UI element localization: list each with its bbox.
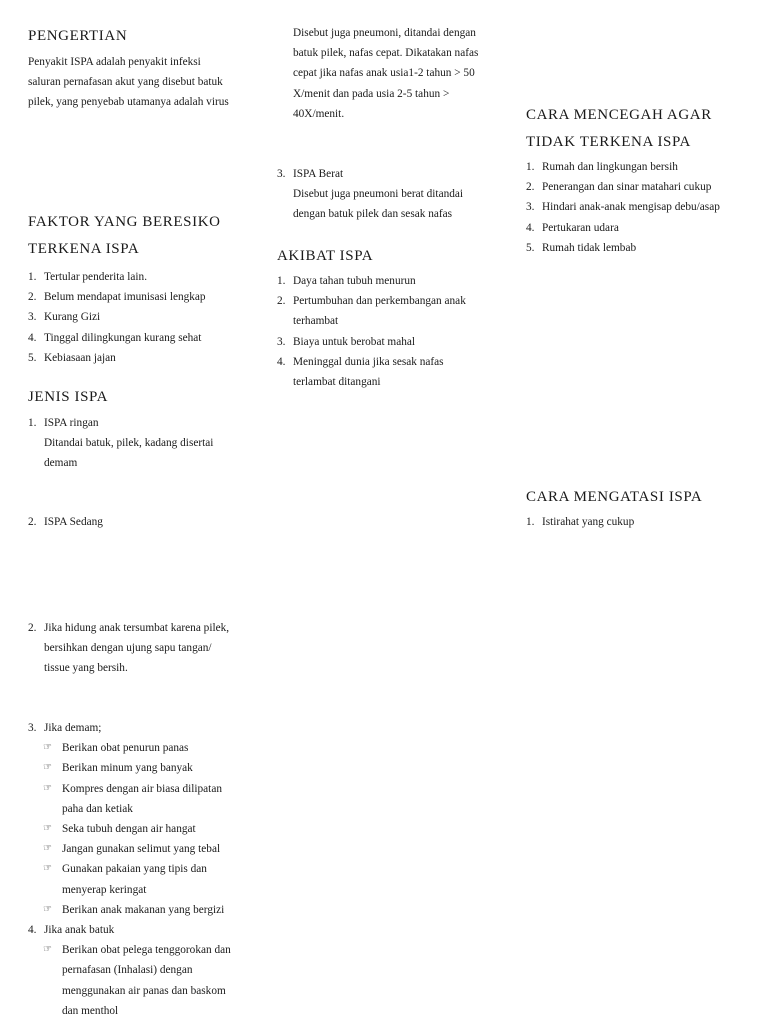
list-item	[277, 352, 502, 372]
list-item	[277, 164, 502, 184]
list-item	[28, 267, 253, 287]
list-text: Pertukaran udara	[542, 221, 619, 234]
pointing-hand-icon: ☞	[43, 944, 52, 956]
list-text: Pertumbuhan dan perkembangan anak	[293, 295, 466, 308]
heading-pengertian: PENGERTIAN	[28, 28, 128, 44]
list-number: 5.	[28, 351, 37, 364]
heading-faktor-line2: TERKENA ISPA	[28, 241, 140, 257]
desc-line: X/menit dan pada usia 2-5 tahun >	[293, 87, 450, 100]
list-text: Belum mendapat imunisasi lengkap	[44, 291, 206, 304]
jenis-item-sedang	[28, 512, 253, 532]
bullet-item	[28, 981, 253, 1001]
list-number: 5.	[526, 241, 535, 254]
list-text: Jika anak batuk	[44, 924, 115, 937]
list-text: Jika hidung anak tersumbat karena pilek,	[44, 622, 230, 634]
heading-faktor-line1: FAKTOR YANG BERESIKO	[28, 214, 221, 230]
list-number: 1.	[526, 161, 535, 173]
list-desc: terlambat ditangani	[293, 376, 381, 389]
bullet-item	[28, 799, 253, 819]
list-desc: bersihkan dengan ujung sapu tangan/	[44, 642, 212, 655]
bullet-item	[28, 819, 253, 839]
list-number: 3.	[277, 168, 286, 180]
pointing-hand-icon: ☞	[43, 823, 52, 835]
list-item	[28, 287, 253, 307]
list-desc: tissue yang bersih.	[44, 662, 128, 675]
faktor-list	[28, 267, 253, 368]
list-number: 4.	[28, 924, 37, 937]
bullet-item	[28, 900, 253, 920]
list-desc: demam	[44, 457, 78, 470]
list-item	[526, 218, 751, 238]
pointing-hand-icon: ☞	[43, 843, 52, 855]
bullet-item	[28, 779, 253, 799]
list-item	[277, 271, 502, 291]
list-item	[28, 512, 253, 532]
list-text: Hindari anak-anak mengisap debu/asap	[542, 201, 720, 214]
list-item	[526, 512, 751, 532]
list-text: Istirahat yang cukup	[542, 516, 635, 528]
pengertian-line: saluran pernafasan akut yang disebut batuk	[28, 76, 223, 89]
ispa-berat	[277, 164, 502, 225]
list-item	[526, 157, 751, 177]
section-cara-mengatasi	[526, 484, 751, 532]
section-faktor-beresiko	[28, 209, 253, 368]
list-text: Kebiasaan jajan	[44, 351, 116, 364]
desc-line: Disebut juga pneumoni, ditandai dengan	[293, 27, 476, 39]
list-number: 1.	[28, 271, 37, 283]
list-text: Rumah dan lingkungan bersih	[542, 161, 678, 173]
section-jenis-ispa	[28, 384, 253, 474]
list-text: Kurang Gizi	[44, 311, 101, 324]
pointing-hand-icon: ☞	[43, 782, 52, 794]
demam-bullet-list	[28, 738, 253, 920]
pengertian-line: Penyakit ISPA adalah penyakit infeksi	[28, 56, 201, 68]
bullet-text: pernafasan (Inhalasi) dengan	[62, 964, 193, 977]
bullet-item	[28, 839, 253, 859]
desc-line: batuk pilek, nafas cepat. Dikatakan nafas	[293, 47, 479, 60]
bullet-item	[28, 738, 253, 758]
bullet-item	[28, 758, 253, 778]
list-text: Jika demam;	[44, 722, 102, 734]
list-number: 4.	[526, 221, 535, 234]
list-desc: Disebut juga pneumoni berat ditandai	[293, 188, 464, 201]
list-item	[277, 291, 502, 311]
bullet-text: menggunakan air panas dan baskom	[62, 984, 226, 997]
list-item	[28, 413, 253, 433]
list-number: 1.	[277, 275, 286, 287]
bullet-text: dan menthol	[62, 1004, 119, 1017]
list-text: Rumah tidak lembab	[542, 241, 637, 254]
tip-hidung	[28, 618, 253, 679]
list-number: 2.	[526, 181, 535, 194]
heading-akibat-ispa: AKIBAT ISPA	[277, 248, 374, 264]
heading-mencegah-line1: CARA MENCEGAH AGAR	[526, 107, 712, 123]
list-number: 3.	[277, 335, 286, 348]
list-item	[28, 328, 253, 348]
list-item	[28, 348, 253, 368]
section-cara-mencegah	[526, 102, 751, 258]
list-item	[277, 332, 502, 352]
ispa-sedang-desc	[277, 23, 502, 124]
bullet-text: Seka tubuh dengan air hangat	[62, 823, 196, 836]
bullet-text: Jangan gunakan selimut yang tebal	[62, 843, 221, 856]
list-text: Tertular penderita lain.	[44, 271, 148, 283]
tip-demam	[28, 718, 253, 1021]
list-number: 1.	[526, 516, 535, 528]
list-number: 3.	[526, 201, 535, 214]
list-number: 2.	[277, 295, 286, 308]
bullet-item	[28, 940, 253, 960]
bullet-item	[28, 1001, 253, 1021]
list-text: Biaya untuk berobat mahal	[293, 335, 416, 348]
list-text: Meninggal dunia jika sesak nafas	[293, 355, 444, 368]
desc-line: 40X/menit.	[293, 107, 345, 120]
desc-line: cepat jika nafas anak usia1-2 tahun > 50	[293, 67, 475, 80]
bullet-text: paha dan ketiak	[62, 802, 133, 815]
pointing-hand-icon: ☞	[43, 742, 52, 754]
list-number: 3.	[28, 311, 37, 324]
list-number: 3.	[28, 722, 37, 734]
batuk-bullet-list	[28, 940, 253, 1021]
bullet-text: Gunakan pakaian yang tipis dan	[62, 863, 207, 876]
bullet-text: Berikan obat pelega tenggorokan dan	[62, 944, 231, 957]
pointing-hand-icon: ☞	[43, 903, 52, 915]
bullet-text: Kompres dengan air biasa dilipatan	[62, 782, 222, 795]
list-text: ISPA Berat	[293, 168, 344, 180]
section-akibat-ispa	[277, 243, 502, 392]
list-number: 1.	[28, 417, 37, 429]
bullet-text: Berikan anak makanan yang bergizi	[62, 903, 225, 916]
list-item	[526, 238, 751, 258]
list-text: Penerangan dan sinar matahari cukup	[542, 181, 712, 194]
bullet-item	[28, 880, 253, 900]
list-item	[28, 618, 253, 638]
list-number: 2.	[28, 622, 37, 634]
bullet-text: Berikan obat penurun panas	[62, 742, 189, 755]
bullet-item	[28, 859, 253, 879]
list-text: Tinggal dilingkungan kurang sehat	[44, 331, 202, 344]
pengertian-line: pilek, yang penyebab utamanya adalah virus	[28, 96, 229, 109]
list-text: Daya tahan tubuh menurun	[293, 275, 416, 287]
bullet-item	[28, 960, 253, 980]
list-text: ISPA ringan	[44, 417, 99, 429]
list-desc: Ditandai batuk, pilek, kadang disertai	[44, 437, 214, 450]
bullet-text: menyerap keringat	[62, 883, 147, 896]
bullet-text: Berikan minum yang banyak	[62, 762, 193, 775]
heading-jenis-ispa: JENIS ISPA	[28, 389, 109, 405]
list-number: 4.	[277, 355, 286, 368]
pointing-hand-icon: ☞	[43, 863, 52, 875]
list-item	[28, 920, 253, 940]
list-desc: dengan batuk pilek dan sesak nafas	[293, 208, 453, 221]
list-text: ISPA Sedang	[44, 516, 103, 528]
list-number: 2.	[28, 516, 37, 528]
list-number: 2.	[28, 291, 37, 304]
list-item	[526, 197, 751, 217]
heading-mengatasi: CARA MENGATASI ISPA	[526, 489, 703, 505]
list-item	[526, 177, 751, 197]
section-pengertian	[28, 23, 253, 113]
list-desc: terhambat	[293, 315, 339, 328]
list-item	[28, 718, 253, 738]
list-item	[28, 307, 253, 327]
list-number: 4.	[28, 331, 37, 344]
pointing-hand-icon: ☞	[43, 762, 52, 774]
heading-mencegah-line2: TIDAK TERKENA ISPA	[526, 134, 691, 150]
